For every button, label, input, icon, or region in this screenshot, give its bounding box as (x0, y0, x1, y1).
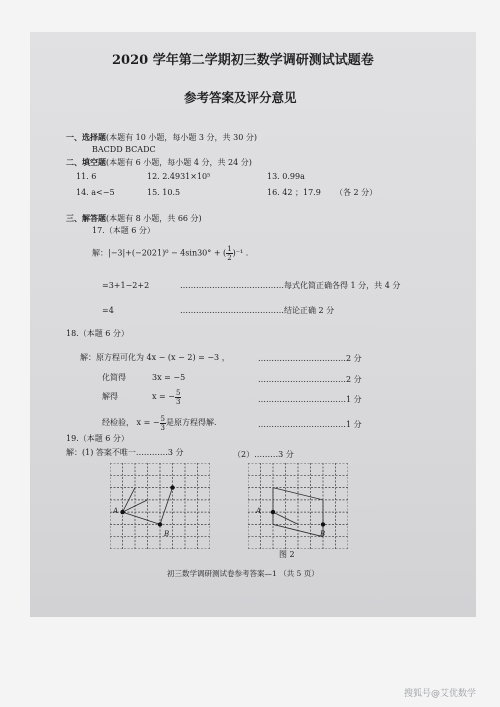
q18-line3-fraction (175, 389, 181, 406)
q18-line3 (152, 387, 181, 407)
q18-line1-score: ……………………………2 分 (258, 354, 362, 363)
q18-line3-den: 3 (176, 397, 181, 406)
q19-fig1-label-a: A (113, 507, 119, 515)
q18-header: 18.（本题 6 分） (66, 329, 129, 338)
document-title: 2020 学年第二学期初三数学调研测试试题卷 (112, 53, 374, 68)
q18-line4-score: ……………………………1 分 (258, 420, 362, 429)
q19-part2: （2）………3 分 (233, 450, 294, 459)
answer-q12: 12. 2.4931×10⁵ (147, 172, 211, 181)
q19-fig2-label-b: B (320, 530, 326, 538)
q17-expression (92, 245, 248, 261)
q18-line1: 解：原方程可化为 4x − (x − 2) = −3 ， (80, 353, 230, 362)
q19-grid-figure-2 (248, 463, 348, 549)
answer-q13: 13. 0.99a (267, 172, 305, 181)
q17-frac-num: 1 (227, 245, 232, 253)
q18-line2-score: ……………………………2 分 (258, 375, 362, 384)
answer-q14: 14. a<−5 (76, 188, 115, 197)
answer-q11: 11. 6 (76, 172, 97, 181)
page-footer: 初三数学调研测试卷参考答案—1 （共 5 页） (167, 569, 319, 578)
section1-heading-line (66, 132, 257, 143)
section1-desc: (本题有 10 小题，每小题 3 分，共 30 分) (106, 133, 257, 142)
q19-fig2-label-a: A (256, 507, 262, 515)
q17-expr-main: 解：|−3|+(−2021)⁰ − 4sin30° + ( (92, 248, 227, 258)
section3-desc: (本题有 8 小题，共 66 分) (106, 214, 202, 223)
q19-figure-2-caption: 图 2 (279, 550, 295, 559)
section2-desc: (本题有 6 小题，每小题 4 分，共 24 分) (106, 158, 252, 167)
q18-line4-den: 3 (160, 423, 166, 432)
q18-line4 (102, 413, 217, 433)
q18-line3-num: 5 (176, 388, 181, 397)
section1-answers: BACDD BCADC (92, 145, 156, 154)
q17-step2-note: …………………………………结论正确 2 分 (180, 306, 335, 315)
section2-heading: 二、填空题 (66, 157, 106, 167)
q17-expr-tail: )⁻¹ . (232, 248, 249, 258)
q18-line3-score: ……………………………1 分 (258, 395, 362, 404)
q19-part1: 解：(1) 答案不唯一…………3 分 (66, 448, 184, 457)
q18-line4-num: 5 (160, 414, 166, 423)
section1-heading: 一、选择题 (66, 132, 106, 142)
document-subtitle: 参考答案及评分意见 (184, 90, 297, 105)
q17-header: 17.（本题 6 分） (92, 226, 155, 235)
q18-line4-post: 是原方程得解. (166, 418, 217, 427)
answer-q15: 15. 10.5 (147, 188, 181, 197)
q19-grid-figure-1 (110, 463, 210, 549)
section3-heading-line (66, 213, 202, 224)
q17-step1: =3+1−2+2 (102, 281, 150, 290)
q19-header: 19.（本题 6 分） (66, 434, 129, 443)
q19-fig1-label-b: B (164, 530, 170, 538)
section3-heading: 三、解答题 (66, 213, 106, 223)
exam-answer-sheet (30, 32, 476, 617)
q17-step1-note: …………………………………每式化简正确各得 1 分，共 4 分 (180, 281, 401, 290)
q17-frac-den: 2 (227, 254, 232, 262)
section2-heading-line (66, 157, 252, 168)
answer-q16: 16. 42 ；17.9 (267, 188, 321, 197)
answer-q16-note: （各 2 分） (335, 188, 378, 197)
q18-line2: 3x = −5 (152, 373, 186, 382)
q18-line4-pre: 经检验， x = − (102, 418, 160, 427)
q18-line3-pre: x = − (152, 392, 176, 401)
watermark-text: 搜狐号@艾优数学 (404, 689, 477, 699)
q18-line2-label: 化简得 (102, 373, 126, 382)
q17-step2: =4 (102, 306, 114, 315)
q18-line3-label: 解得 (102, 392, 118, 401)
